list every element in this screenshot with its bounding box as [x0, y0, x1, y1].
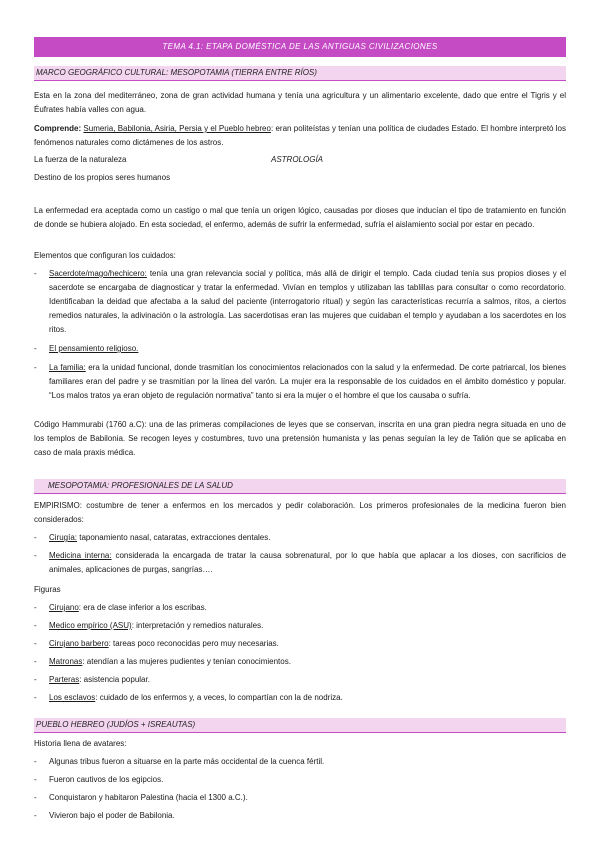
familia-text: era la unidad funcional, donde trasmitían los conocimientos relacionados con la salud y la enfermedad. De corte patriarcal, los bienes familiares eran del padre y se trasmitían por la línea del varón. La mujer era la responsable de los cuidados en el ámbito doméstico y popular. “Los malos tratos ya eran objeto de regulación normativa” tanto si era la mujer o el hombre el que los causaba o sufría. [49, 363, 566, 400]
bullet-dash: - [34, 675, 37, 684]
bullet-dash: - [34, 639, 37, 648]
cirujano-text: : era de clase inferior a los escribas. [78, 603, 207, 612]
comprende-label: Comprende: [34, 124, 82, 133]
empirismo-paragraph: EMPIRISMO: costumbre de tener a enfermos en los mercados y pedir colaboración. Los primeros profesionales de la medicina fueron bien considerados: [34, 501, 566, 524]
cirujano-barbero-label: Cirujano barbero [49, 639, 109, 648]
bullet-dash: - [34, 344, 37, 353]
bullet-dash: - [34, 269, 37, 278]
section-heading-marco: MARCO GEOGRÁFICO CULTURAL: MESOPOTAMIA (TIERRA ENTRE RÍOS) [34, 66, 566, 81]
bullet-dash: - [34, 793, 37, 802]
matronas-text: : atendían a las mujeres pudientes y tenían conocimientos. [82, 657, 291, 666]
medico-empirico-label: Medico empírico (ASU) [49, 621, 132, 630]
marco-intro: Esta en la zona del mediterráneo, zona de gran actividad humana y tenía una agricultura y un alimentario excelente, dado que entre el Tigris y el Éufrates había valles con agua. [34, 91, 566, 114]
list-item-parteras [34, 673, 566, 687]
list-item-medicina-interna [34, 549, 566, 577]
list-item-hebreo-3 [34, 791, 566, 805]
matronas-label: Matronas [49, 657, 83, 666]
medicina-label: Medicina interna: [49, 551, 112, 560]
list-item-cirujano-barbero [34, 637, 566, 651]
pensamiento-label: El pensamiento religioso. [49, 344, 139, 353]
bullet-dash: - [34, 811, 37, 820]
esclavos-label: Los esclavos [49, 693, 96, 702]
list-item-cirujano [34, 601, 566, 615]
familia-label: La familia: [49, 363, 86, 372]
list-item-sacerdote [34, 267, 566, 337]
medico-empirico-text: : interpretación y remedios naturales. [131, 621, 264, 630]
page-title: TEMA 4.1: ETAPA DOMÉSTICA DE LAS ANTIGUAS CIVILIZACIONES [34, 37, 566, 57]
list-item-hebreo-1 [34, 755, 566, 769]
bullet-dash: - [34, 757, 37, 766]
list-item-hebreo-4 [34, 809, 566, 823]
fuerza-naturaleza: La fuerza de la naturaleza [34, 155, 127, 164]
cirugia-label: Cirugía: [49, 533, 78, 542]
bullet-dash: - [34, 363, 37, 372]
bullet-dash: - [34, 603, 37, 612]
list-item-esclavos [34, 691, 566, 705]
bullet-dash: - [34, 551, 37, 560]
parteras-text: : asistencia popular. [79, 675, 150, 684]
cirujano-label: Cirujano [49, 603, 79, 612]
marco-comprende [34, 122, 566, 150]
bullet-dash: - [34, 533, 37, 542]
bullet-dash: - [34, 657, 37, 666]
hebreo-1-text: Algunas tribus fueron a situarse en la parte más occidental de la cuenca fértil. [49, 757, 325, 766]
medicina-text: considerada la encargada de tratar la causa sobrenatural, por lo que había que aplacar a los dioses, con sacrificios de animales, aplicaciones de purgas, sangrías…. [49, 551, 567, 574]
hebreo-4-text: Vivieron bajo el poder de Babilonia. [49, 811, 175, 820]
section-heading-profesionales [34, 479, 566, 494]
bullet-dash: - [34, 693, 37, 702]
enfermedad-paragraph: La enfermedad era aceptada como un castigo o mal que tenía un origen lógico, causadas por dioses que inducían el tipo de tratamiento en función de donde se hubiera alojado. En esta sociedad, el enfermo, además de sufrir la enfermedad, sufría el aislamiento social por estar en pecado. [34, 206, 566, 229]
section-heading-hebreo: PUEBLO HEBREO (JUDÍOS + ISREAUTAS) [34, 718, 566, 733]
figuras-heading: Figuras [34, 585, 61, 594]
comprende-text: : eran politeístas y tenían una política de ciudades Estado. El hombre interpretó los fenómenos naturales como dictámenes de los astros. [34, 124, 566, 147]
cirugia-text: taponamiento nasal, cataratas, extracciones dentales. [77, 533, 271, 542]
hebreo-3-text: Conquistaron y habitaron Palestina (hacia el 1300 a.C.). [49, 793, 248, 802]
bullet-dash: - [34, 621, 37, 630]
list-item-cirugia [34, 531, 566, 545]
esclavos-text: : cuidado de los enfermos y, a veces, lo compartían con la de nodriza. [95, 693, 343, 702]
sacerdote-text: tenía una gran relevancia social y política, más allá de dirigir el templo. Cada ciudad tenía sus propios dioses y el sacerdote se encargaba de diagnosticar y tratar la enfermedad. Vivían en templos y utilizaban las tablillas para consultar o como recordatorio. Identificaban la deidad que afectaba a la salud del paciente (interrogatorio ritual) y según las características recurría a salmos, ritos, a ciertos remedios naturales, la adivinación o la astrología. Las sacerdotisas eran las mujeres que cuidaban el templo y ayudaban a los sacerdotes en los ritos. [49, 269, 566, 334]
list-item-matronas [34, 655, 566, 669]
cirujano-barbero-text: : tareas poco reconocidas pero muy necesarias. [108, 639, 279, 648]
historia-heading: Historia llena de avatares: [34, 739, 127, 748]
codigo-hammurabi: Código Hammurabi (1760 a.C): una de las primeras compilaciones de leyes que se conservan, inscrita en una gran piedra negra situada en uno de los templos de Babilonia. Se recogen leyes y costumbres, tuvo una pretensión humanista y las penas seguían la ley de Talión que se aplicaba en caso de mala praxis médica. [34, 420, 566, 457]
parteras-label: Parteras [49, 675, 80, 684]
comprende-list: Sumeria, Babilonia, Asiria, Persia y el Pueblo hebreo [83, 124, 271, 133]
profesionales-heading-text: MESOPOTAMIA: PROFESIONALES DE LA SALUD [48, 481, 233, 490]
astrologia-label: ASTROLOGÍA [271, 155, 324, 164]
destino-seres: Destino de los propios seres humanos [34, 173, 171, 182]
hebreo-2-text: Fueron cautivos de los egipcios. [49, 775, 164, 784]
list-item-pensamiento [34, 342, 566, 356]
sacerdote-label: Sacerdote/mago/hechicero: [49, 269, 147, 278]
bullet-dash: - [34, 775, 37, 784]
list-item-hebreo-2 [34, 773, 566, 787]
elementos-heading: Elementos que configuran los cuidados: [34, 251, 176, 260]
list-item-medico-empirico [34, 619, 566, 633]
list-item-familia [34, 361, 566, 403]
